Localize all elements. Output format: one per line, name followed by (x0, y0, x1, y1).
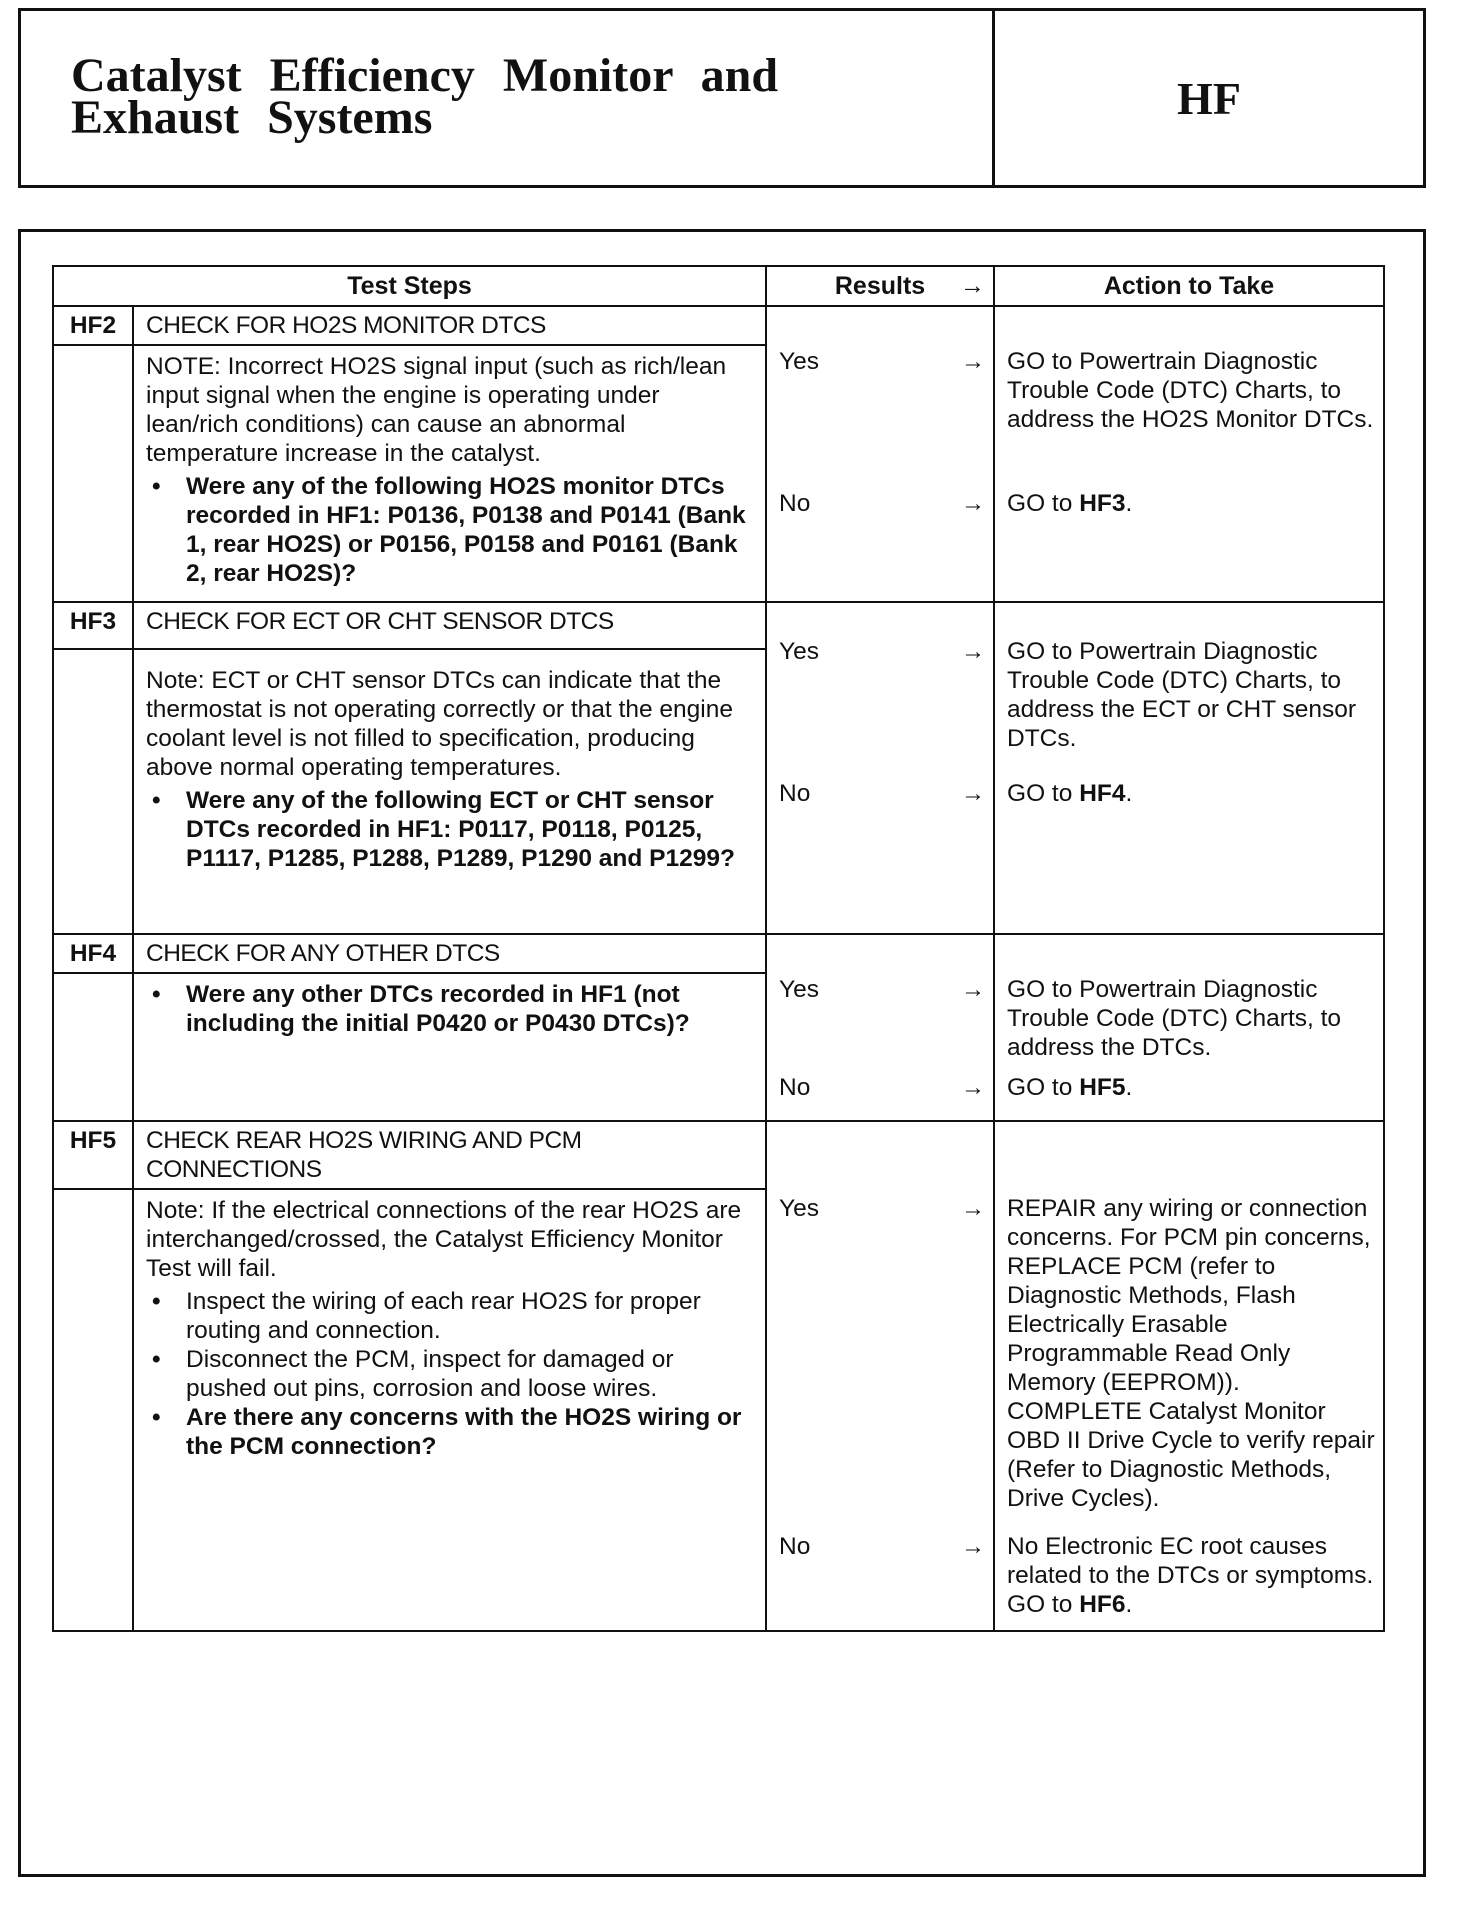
arrow-icon: → (961, 490, 986, 517)
step-bullets (146, 472, 747, 588)
result-no-label: No (779, 1074, 811, 1101)
step-title-row (53, 306, 1384, 345)
step-note (133, 1189, 766, 1631)
page-title (21, 11, 995, 185)
header-results (766, 266, 994, 306)
page-header (18, 8, 1426, 188)
action-yes: GO to Powertrain Diagnostic Trouble Code (DTC) Charts, to address the ECT or CHT sensor DTCs. (1007, 638, 1357, 752)
title-line-2: Exhaust Systems (71, 91, 433, 144)
step-bullets (146, 1287, 747, 1461)
step-bullets (146, 786, 747, 873)
header-action: Action to Take (994, 266, 1384, 306)
step-id: HF5 (53, 1121, 133, 1189)
step-note (133, 973, 766, 1121)
result-no (779, 1532, 985, 1561)
step-note (133, 345, 766, 602)
arrow-icon: → (961, 1074, 986, 1101)
step-note-text: Note: ECT or CHT sensor DTCs can indicate that the thermostat is not operating correctly or that the engine coolant level is not filled to specification, producing above normal operating temperatures. (146, 667, 733, 782)
action-no-ref: HF6 (1079, 1591, 1126, 1618)
action-no (1007, 1532, 1375, 1619)
arrow-icon: → (961, 780, 986, 807)
step-headline: CHECK FOR ECT OR CHT SENSOR DTCS (133, 602, 766, 649)
step-note (133, 649, 766, 934)
action-no-ref: HF4 (1079, 780, 1126, 807)
result-no-label: No (779, 490, 811, 517)
result-no (779, 489, 985, 518)
action-no-suffix: . (1125, 780, 1133, 807)
diagnostic-table (52, 265, 1385, 1632)
result-yes (779, 1194, 985, 1223)
action-no-text: GO to (1007, 780, 1080, 807)
action-no-suffix: . (1125, 1591, 1133, 1618)
arrow-icon: → (960, 271, 986, 300)
action-no (1007, 779, 1375, 808)
result-yes (779, 975, 985, 1004)
action-cell (994, 602, 1384, 934)
result-yes (779, 637, 985, 666)
results-cell (766, 934, 994, 1121)
result-yes-label: Yes (779, 976, 819, 1003)
action-cell (994, 934, 1384, 1121)
result-no (779, 1073, 985, 1102)
header-test-steps: Test Steps (53, 266, 766, 306)
step-title-row (53, 1121, 1384, 1189)
action-no-suffix: . (1125, 490, 1133, 517)
step-id: HF2 (53, 306, 133, 345)
step-headline: CHECK REAR HO2S WIRING AND PCM CONNECTIONS (133, 1121, 766, 1189)
step-question: • Are there any concerns with the HO2S wiring or the PCM connection? (146, 1403, 747, 1461)
step-id: HF3 (53, 602, 133, 649)
table-header-row (53, 266, 1384, 306)
arrow-icon: → (961, 976, 986, 1003)
step-id-spacer (53, 649, 133, 934)
arrow-icon: → (961, 638, 986, 665)
result-yes-label: Yes (779, 1195, 819, 1222)
result-no-label: No (779, 1533, 811, 1560)
step-question: • Were any other DTCs recorded in HF1 (not including the initial P0420 or P0430 DTCs)? (146, 980, 747, 1038)
action-cell (994, 1121, 1384, 1631)
step-id-spacer (53, 345, 133, 602)
step-question: • Were any of the following ECT or CHT sensor DTCs recorded in HF1: P0117, P0118, P0125, P1117, P1285, P1288, P1289, P1290 and P1299? (146, 786, 747, 873)
header-results-label: Results (834, 271, 926, 300)
step-bullet: • Inspect the wiring of each rear HO2S for proper routing and connection. (146, 1287, 747, 1345)
action-yes: REPAIR any wiring or connection concerns. For PCM pin concerns, REPLACE PCM (refer to Diagnostic Methods, Flash Electrically Erasable Programmable Read Only Memory (EEPROM)). COMPLETE Catalyst Monitor OBD II Drive Cycle to verify repair (Refer to Diagnostic Methods, Drive Cycles). (1007, 1195, 1375, 1512)
step-title-row (53, 602, 1384, 649)
step-note-text: NOTE: Incorrect HO2S signal input (such as rich/lean input signal when the engine is operating under lean/rich conditions) can cause an abnormal temperature increase in the catalyst. (146, 353, 727, 468)
arrow-icon: → (961, 1533, 986, 1560)
action-no-text: No Electronic EC root causes related to the DTCs or symptoms. GO to (1007, 1533, 1374, 1618)
result-no (779, 779, 985, 808)
action-no-text: GO to (1007, 1074, 1080, 1101)
step-id: HF4 (53, 934, 133, 973)
step-headline: CHECK FOR HO2S MONITOR DTCS (133, 306, 766, 345)
action-no-ref: HF5 (1079, 1074, 1126, 1101)
arrow-icon: → (961, 348, 986, 375)
arrow-icon: → (961, 1195, 986, 1222)
action-yes: GO to Powertrain Diagnostic Trouble Code (DTC) Charts, to address the HO2S Monitor DTCs. (1007, 348, 1374, 433)
results-cell (766, 1121, 994, 1631)
action-yes: GO to Powertrain Diagnostic Trouble Code (DTC) Charts, to address the DTCs. (1007, 976, 1342, 1061)
result-yes-label: Yes (779, 348, 819, 375)
action-no (1007, 489, 1375, 518)
step-bullets (146, 980, 747, 1038)
step-question: • Were any of the following HO2S monitor DTCs recorded in HF1: P0136, P0138 and P0141 (Bank 1, rear HO2S) or P0156, P0158 and P0161 (Bank 2, rear HO2S)? (146, 472, 747, 588)
result-yes-label: Yes (779, 638, 819, 665)
step-bullet: • Disconnect the PCM, inspect for damaged or pushed out pins, corrosion and loose wires. (146, 1345, 747, 1403)
step-title-row (53, 934, 1384, 973)
title-line-1: Catalyst Efficiency Monitor and (71, 49, 779, 102)
result-yes (779, 347, 985, 376)
step-headline: CHECK FOR ANY OTHER DTCS (133, 934, 766, 973)
step-id-spacer (53, 1189, 133, 1631)
action-cell (994, 306, 1384, 602)
section-code: HF (1177, 72, 1241, 124)
step-id-spacer (53, 973, 133, 1121)
results-cell (766, 306, 994, 602)
step-note-text: Note: If the electrical connections of the rear HO2S are interchanged/crossed, the Catalyst Efficiency Monitor Test will fail. (146, 1197, 742, 1282)
action-no-ref: HF3 (1079, 490, 1126, 517)
results-cell (766, 602, 994, 934)
result-no-label: No (779, 780, 811, 807)
action-no-text: GO to (1007, 490, 1080, 517)
action-no-suffix: . (1125, 1074, 1133, 1101)
action-no (1007, 1073, 1375, 1102)
